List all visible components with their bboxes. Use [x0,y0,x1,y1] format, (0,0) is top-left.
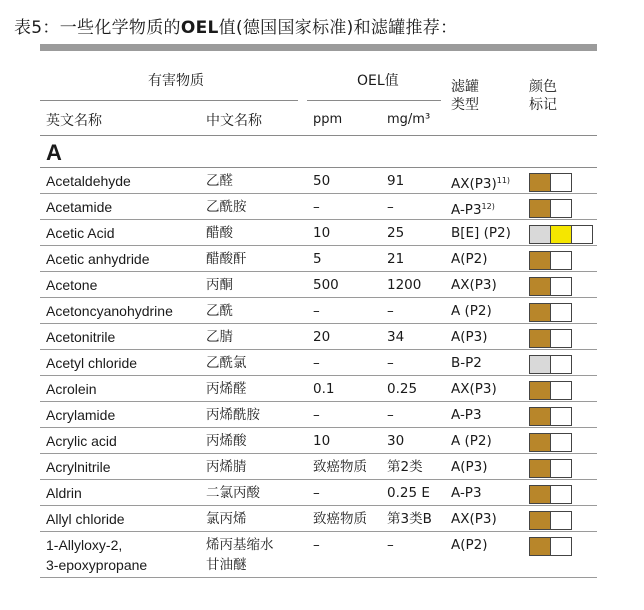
cell-mg: 21 [387,251,405,267]
cell-ppm: 5 [313,251,322,267]
cell-filter-type [451,506,497,532]
color-marking-swatch [529,329,572,348]
table-row [40,220,597,246]
cell-chinese-name: 乙酰 [206,303,233,319]
filter-type-text: A(P3) [451,329,488,345]
swatch-segment-white [550,486,571,503]
swatch-segment-white [550,434,571,451]
cell-ppm: 致癌物质 [313,459,367,475]
cell-filter-type [451,220,511,246]
table-row [40,246,597,272]
color-marking-swatch [529,381,572,400]
header-col-en: 英文名称 [46,113,102,129]
table-row [40,480,597,506]
cell-chinese-name: 丙烯酸 [206,433,247,449]
cell-english-name: Acetone [46,277,98,293]
color-marking-swatch [529,511,572,530]
header-rule-hazard [40,100,298,101]
cell-english-name: Acetonitrile [46,329,116,345]
table-title: 表5：一些化学物质的OEL值(德国国家标准)和滤罐推荐： [14,18,458,38]
filter-type-text: AX(P3) [451,176,497,192]
swatch-segment-brown [530,434,550,451]
table-row [40,298,597,324]
swatch-segment-white [550,538,571,555]
table-row [40,272,597,298]
table-row [40,532,597,578]
cell-filter-type [451,454,488,480]
table-row [40,168,597,194]
cell-chinese-name: 丙烯酰胺 [206,407,260,423]
table-row [40,194,597,220]
cell-filter-type [451,480,482,506]
color-marking-swatch [529,225,593,244]
swatch-segment-white [550,330,571,347]
cell-ppm: – [313,485,320,501]
filter-type-text: B-P2 [451,355,482,371]
cell-mg: 第3类B [387,511,432,527]
table-row [40,376,597,402]
header-col-mg: mg/m³ [387,112,431,127]
swatch-segment-brown [530,200,550,217]
swatch-segment-white [550,512,571,529]
cell-mg: 0.25 E [387,485,430,501]
swatch-segment-brown [530,174,550,191]
cell-chinese-name: 乙醛 [206,173,233,189]
section-letter: A [46,140,62,165]
cell-ppm: 20 [313,329,331,345]
cell-mg: – [387,199,394,215]
cell-mg: 第2类 [387,459,423,475]
cell-filter-type [451,272,497,298]
swatch-segment-brown [530,408,550,425]
cell-mg: 1200 [387,277,422,293]
header-color-line1: 颜色 [529,79,557,95]
color-marking-swatch [529,433,572,452]
cell-chinese-name: 醋酸 [206,225,233,241]
cell-english-name: Aldrin [46,485,82,501]
cell-filter-type [451,298,492,324]
cell-ppm: 致癌物质 [313,511,367,527]
header-color-line2: 标记 [529,97,557,113]
color-marking-swatch [529,277,572,296]
table-row [40,350,597,376]
filter-type-text: AX(P3) [451,381,497,397]
cell-english-name: Acrylamide [46,407,116,423]
cell-chinese-name: 丙酮 [206,277,233,293]
color-marking-swatch [529,485,572,504]
swatch-segment-brown [530,382,550,399]
cell-filter-type [451,428,492,454]
swatch-segment-brown [530,278,550,295]
cell-ppm: – [313,199,320,215]
filter-type-text: A-P3 [451,202,482,218]
cell-ppm: – [313,355,320,371]
swatch-segment-gray [530,226,550,243]
cell-mg: – [387,303,394,319]
table-row [40,428,597,454]
swatch-segment-white [550,200,571,217]
table-row [40,324,597,350]
header-filter-line1: 滤罐 [451,79,479,95]
swatch-segment-brown [530,538,550,555]
header-hazard-group: 有害物质 [148,73,204,89]
cell-ppm: 0.1 [313,381,335,397]
cell-chinese-name: 二氯丙酸 [206,485,260,501]
color-marking-swatch [529,303,572,322]
swatch-segment-white [550,304,571,321]
cell-chinese-name: 乙酰胺 [206,199,247,215]
cell-english-name: Acetyl chloride [46,355,138,371]
filter-type-text: A(P2) [451,251,488,267]
header-filter-line2: 类型 [451,97,479,113]
top-rule [40,44,597,51]
filter-type-text: AX(P3) [451,511,497,527]
filter-type-text: A-P3 [451,485,482,501]
cell-filter-type [451,324,488,350]
swatch-segment-brown [530,330,550,347]
footnote-marker: 12) [481,202,495,211]
cell-english-name: Acrylic acid [46,433,117,449]
cell-english-name: Acrylnitrile [46,459,111,475]
cell-ppm: 500 [313,277,339,293]
filter-type-text: A (P2) [451,433,492,449]
cell-ppm: 50 [313,173,331,189]
header-oel-group: OEL值 [357,73,399,89]
cell-english-name: Acetaldehyde [46,173,131,189]
cell-filter-type [451,376,497,402]
cell-ppm: – [313,407,320,423]
cell-mg: 0.25 [387,381,418,397]
table-row [40,506,597,532]
color-marking-swatch [529,407,572,426]
cell-english-name: Acetamide [46,199,113,215]
header-rule-oel [307,100,441,101]
cell-chinese-name: 乙腈 [206,329,233,345]
swatch-segment-brown [530,512,550,529]
cell-filter-type [451,246,488,272]
swatch-segment-white [550,356,571,373]
cell-chinese-name: 烯丙基缩水 甘油醚 [206,537,274,573]
header-bottom-rule [40,135,597,136]
filter-type-text: AX(P3) [451,277,497,293]
swatch-segment-white [550,382,571,399]
color-marking-swatch [529,537,572,556]
swatch-segment-brown [530,304,550,321]
filter-type-text: A (P2) [451,303,492,319]
filter-type-text: A(P3) [451,459,488,475]
header-col-zh: 中文名称 [206,113,262,129]
cell-english-name: Acetic anhydride [46,251,150,267]
cell-mg: 91 [387,173,405,189]
swatch-segment-brown [530,252,550,269]
row-rule [40,577,597,578]
filter-type-text: A-P3 [451,407,482,423]
cell-chinese-name: 醋酸酐 [206,251,247,267]
cell-english-name: Acetic Acid [46,225,115,241]
cell-ppm: 10 [313,225,331,241]
cell-chinese-name: 氯丙烯 [206,511,247,527]
cell-ppm: – [313,303,320,319]
swatch-segment-white [550,252,571,269]
color-marking-swatch [529,173,572,192]
cell-ppm: 10 [313,433,331,449]
cell-mg: – [387,537,394,553]
cell-chinese-name: 丙烯腈 [206,459,247,475]
cell-chinese-name: 乙酰氯 [206,355,247,371]
table-row [40,454,597,480]
cell-filter-type: A(P2) [451,537,488,553]
cell-english-name: Allyl chloride [46,511,125,527]
swatch-segment-white [550,278,571,295]
cell-english-name: Acrolein [46,381,97,397]
cell-mg: – [387,355,394,371]
cell-mg: – [387,407,394,423]
swatch-segment-white [550,460,571,477]
cell-english-name: 1-Allyloxy-2, 3-epoxypropane [46,537,148,573]
table-row [40,402,597,428]
color-marking-swatch [529,251,572,270]
color-marking-swatch [529,199,572,218]
color-marking-swatch [529,459,572,478]
cell-filter-type [451,350,482,376]
cell-filter-type [451,402,482,428]
swatch-segment-white [550,174,571,191]
cell-ppm: – [313,537,320,553]
swatch-segment-gray [530,356,550,373]
swatch-segment-brown [530,460,550,477]
header-col-ppm: ppm [313,112,343,127]
swatch-segment-yellow [550,226,571,243]
footnote-marker: 11) [496,176,511,185]
cell-english-name: Acetoncyanohydrine [46,303,173,319]
filter-type-text: B[E] (P2) [451,225,511,241]
cell-mg: 34 [387,329,405,345]
swatch-segment-brown [530,486,550,503]
color-marking-swatch [529,355,572,374]
cell-mg: 30 [387,433,405,449]
swatch-segment-white [571,226,592,243]
cell-chinese-name: 丙烯醛 [206,381,247,397]
cell-mg: 25 [387,225,405,241]
swatch-segment-white [550,408,571,425]
